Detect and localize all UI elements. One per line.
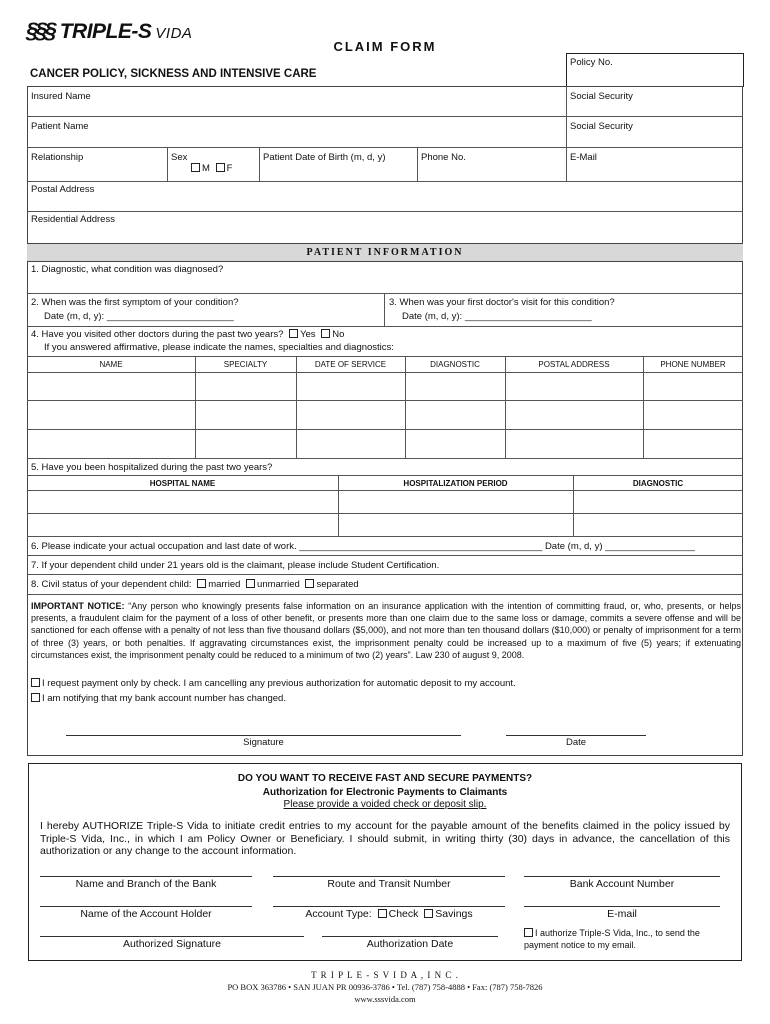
col-date-of-service: DATE OF SERVICE [314,360,387,369]
social-security-field-1[interactable]: Social Security [570,91,633,102]
unmarried-checkbox[interactable] [246,579,255,588]
phone-field[interactable]: Phone No. [421,152,466,163]
col-diagnostic: DIAGNOSTIC [430,360,480,369]
checking-label: Check [388,908,419,920]
question-7: 7. If your dependent child under 21 years old is the claimant, please include Student Certification. [31,560,440,571]
logo-text: TRIPLE-S [59,20,152,43]
sex-f-label: F [226,163,233,174]
bank-changed-label: I am notifying that my bank account number has changed. [42,693,286,704]
sex-label: Sex [171,152,188,163]
question-4 [31,329,344,340]
check-payment-checkbox[interactable] [31,678,40,687]
ep-email-line[interactable] [524,906,720,907]
q4-no-checkbox[interactable] [321,329,330,338]
authorized-signature-line[interactable] [40,936,304,937]
logo-suffix: VIDA [155,25,193,42]
col-hospital-name: HOSPITAL NAME [149,479,216,488]
question-3: 3. When was your first doctor's visit for this condition? [389,297,615,308]
col-postal-address: POSTAL ADDRESS [538,360,610,369]
notice-body: “Any person who knowingly presents false information on an insurance application with the intention of committing fraud, or, who, presents, or helps presents, a fraudulent claim for the payment of a loss of other benefit, or presents more than one claim due to the same loss or damage, commits a severe offense and will be sanctioned for each offense with a penalty of not less than five thousand dollars ($5,000), and not more than ten thousand dollars ($10,000) or penalty of imprisonment for a term of three (3) years, or both penalties. If aggravating circumstances exist, the imprisonment penalty could be increased up to a maximum of five (5) years; if extenuating circumstances exist, the imprisonment penalty could be reduced to a minimum of two (2) years”. Law 230 of august 9, 2008. [31,601,741,660]
account-type-label: Account Type: [305,908,372,920]
bank-name-line[interactable] [40,876,252,877]
policy-no-label: Policy No. [570,57,613,68]
unmarried-label: unmarried [257,579,300,590]
authorization-date-line[interactable] [322,936,498,937]
email-notice-option[interactable] [524,928,734,951]
patient-dob-field[interactable]: Patient Date of Birth (m, d, y) [263,152,386,163]
route-number-caption: Route and Transit Number [327,878,451,890]
authorized-signature-caption: Authorized Signature [122,938,222,950]
postal-address-field[interactable]: Postal Address [31,184,95,195]
policy-no-field[interactable] [566,53,744,87]
question-4-sub: If you answered affirmative, please indicate the names, specialties and diagnostics: [44,342,394,353]
col-hospitalization-period: HOSPITALIZATION PERIOD [403,479,508,488]
question-2: 2. When was the first symptom of your condition? [31,297,239,308]
residential-address-field[interactable]: Residential Address [31,214,115,225]
notice-heading: IMPORTANT NOTICE: [31,601,125,611]
account-type-line [273,906,505,907]
date-line[interactable] [506,735,646,736]
sex-f-checkbox[interactable] [216,163,225,172]
q4-yes-label: Yes [300,329,316,340]
account-holder-caption: Name of the Account Holder [80,908,212,920]
separated-label: separated [316,579,359,590]
ep-subheading: Authorization for Electronic Payments to Claimants [262,787,508,798]
question-8 [31,579,359,590]
col-name: NAME [99,360,123,369]
q4-yes-checkbox[interactable] [289,329,298,338]
form-title: CLAIM FORM [333,39,437,54]
col-phone-number: PHONE NUMBER [660,360,726,369]
ep-heading: DO YOU WANT TO RECEIVE FAST AND SECURE PAYMENTS? [237,773,533,784]
logo-mark-icon: §§§ [26,18,54,43]
authorization-text: I hereby AUTHORIZE Triple-S Vida to initiate credit entries to my account for the payable amount of the benefits claimed in the policy issued by Triple-S Vida, Inc., in which I am Policy Owner or Beneficiary. I should submit, in writing thirty (30) days in advance, the cancellation of this authorization or any change to the account information. [40,820,730,857]
q4-no-label: No [332,329,345,340]
question-3-date[interactable]: Date (m, d, y): ________________________ [402,311,592,322]
important-notice [31,600,741,661]
patient-info-heading: PATIENT INFORMATION [27,243,743,262]
sex-m-checkbox[interactable] [191,163,200,172]
savings-checkbox[interactable] [424,909,433,918]
check-payment-label: I request payment only by check. I am cancelling any previous authorization for automatic deposit to my account. [42,678,516,689]
account-number-line[interactable] [524,876,720,877]
col-hosp-diagnostic: DIAGNOSTIC [632,479,684,488]
form-subtitle: CANCER POLICY, SICKNESS AND INTENSIVE CARE [30,68,317,80]
separated-checkbox[interactable] [305,579,314,588]
married-label: married [208,579,241,590]
date-caption: Date [565,737,587,748]
route-number-line[interactable] [273,876,505,877]
question-4-text: 4. Have you visited other doctors during the past two years? [31,329,284,340]
bank-changed-option[interactable] [31,693,286,704]
ep-instruction: Please provide a voided check or deposit slip. [283,799,487,810]
signature-caption: Signature [243,737,284,748]
signature-line[interactable] [66,735,461,736]
account-number-caption: Bank Account Number [569,878,675,890]
sex-m-label: M [202,163,210,174]
bank-changed-checkbox[interactable] [31,693,40,702]
question-2-date[interactable]: Date (m, d, y): ________________________ [44,311,234,322]
email-notice-checkbox[interactable] [524,928,533,937]
email-field[interactable]: E-Mail [570,152,597,163]
question-5: 5. Have you been hospitalized during the past two years? [31,462,273,473]
married-checkbox[interactable] [197,579,206,588]
col-specialty: SPECIALTY [223,360,268,369]
question-8-text: 8. Civil status of your dependent child: [31,579,192,590]
relationship-field[interactable]: Relationship [31,152,84,163]
question-6[interactable]: 6. Please indicate your actual occupation and last date of work. ______________________________________________ Date (m, d, y) _________________ [31,541,695,552]
bank-name-caption: Name and Branch of the Bank [75,878,217,890]
email-notice-label: I authorize Triple-S Vida, Inc., to send the payment notice to my email. [524,928,700,950]
footer-website[interactable]: www.sssvida.com [354,994,416,1004]
ep-email-caption: E-mail [607,908,637,920]
authorization-date-caption: Authorization Date [366,938,454,950]
patient-name-field[interactable]: Patient Name [31,121,89,132]
check-payment-option[interactable] [31,678,516,689]
social-security-field-2[interactable]: Social Security [570,121,633,132]
checking-checkbox[interactable] [378,909,387,918]
footer-address: PO BOX 363786 • SAN JUAN PR 00936-3786 • Tel. (787) 758-4888 • Fax: (787) 758-7826 [227,982,543,992]
savings-label: Savings [435,908,473,920]
account-type-options [273,908,505,920]
question-1[interactable]: 1. Diagnostic, what condition was diagnosed? [31,264,224,275]
insured-name-field[interactable]: Insured Name [31,91,91,102]
account-holder-line[interactable] [40,906,252,907]
sex-options [188,163,232,174]
footer-company: T R I P L E - S V I D A , I N C . [311,970,459,980]
